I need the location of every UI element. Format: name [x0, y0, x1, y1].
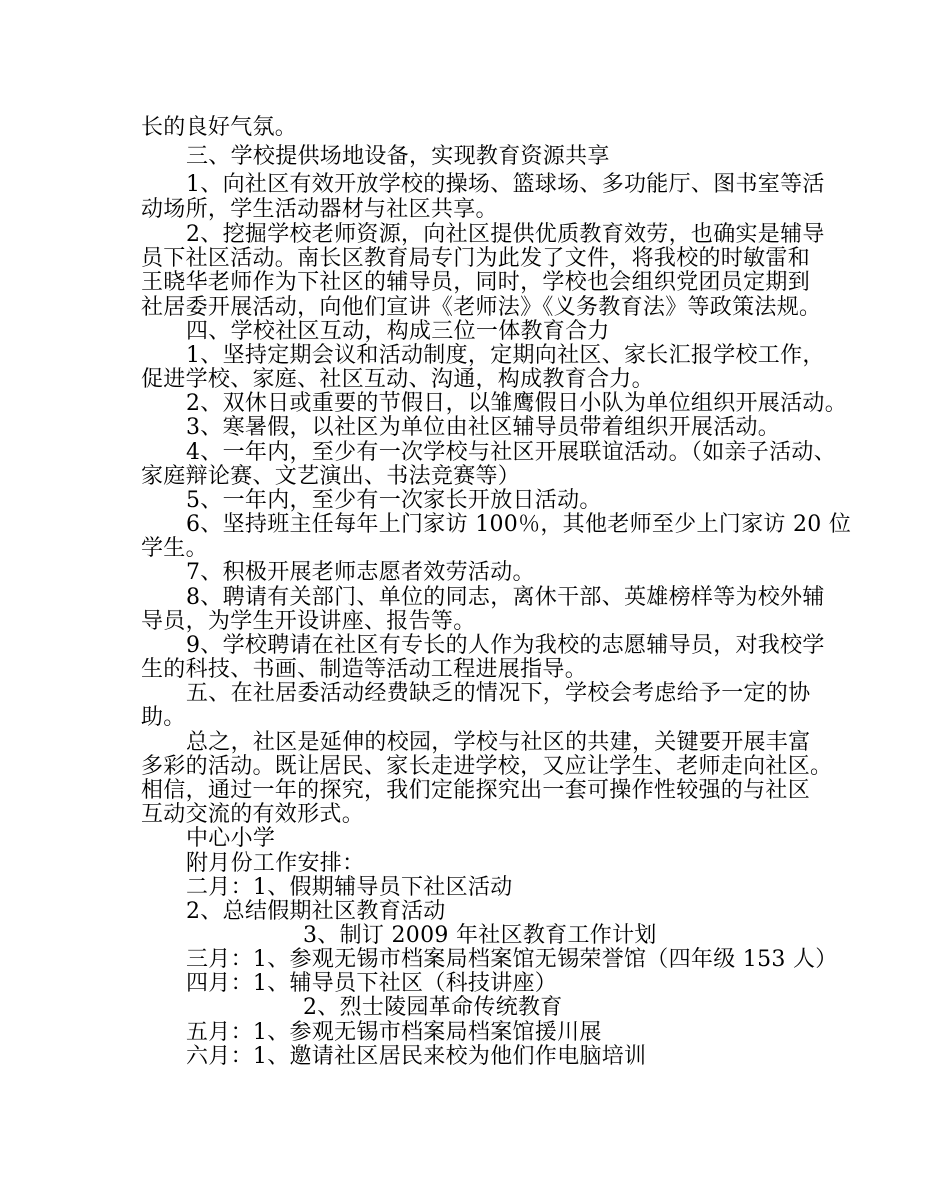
schedule-line: 2、总结假期社区教育活动: [186, 899, 446, 924]
text-line: 2、挖掘学校老师资源，向社区提供优质教育效劳，也确实是辅导: [186, 222, 825, 247]
schedule-line: 五月：1、参观无锡市档案局档案馆援川展: [186, 1020, 602, 1045]
text-line: 总之，社区是延伸的校园，学校与社区的共建，关键要开展丰富: [186, 730, 811, 755]
text-line: 社居委开展活动，向他们宣讲《老师法》《义务教育法》等政策法规。: [141, 295, 822, 320]
schedule-line: 二月：1、假期辅导员下社区活动: [186, 875, 513, 900]
text-line: 相信，通过一年的探究，我们定能探究出一套可操作性较强的与社区: [141, 778, 811, 803]
text-line: 长的良好气氛。: [141, 115, 298, 140]
text-line: 6、坚持班主任每年上门家访 100％，其他老师至少上门家访 20 位: [186, 512, 852, 537]
text-line: 员下社区活动。南长区教育局专门为此发了文件，将我校的时敏雷和: [141, 246, 811, 271]
text-line: 1、向社区有效开放学校的操场、篮球场、多功能厅、图书室等活: [186, 172, 825, 197]
text-line: 生的科技、书画、制造等活动工程进展指导。: [141, 657, 588, 682]
section-heading: 五、在社居委活动经费缺乏的情况下，学校会考虑给予一定的协: [186, 681, 811, 706]
text-line: 8、聘请有关部门、单位的同志，离休干部、英雄榜样等为校外辅: [186, 585, 825, 610]
text-line: 3、寒暑假，以社区为单位由社区辅导员带着组织开展活动。: [186, 415, 781, 440]
schedule-line: 3、制订 2009 年社区教育工作计划: [303, 923, 657, 948]
text-line: 促进学校、家庭、社区互动、沟通，构成教育合力。: [141, 367, 654, 392]
schedule-line: 六月：1、邀请社区居民来校为他们作电脑培训: [186, 1044, 647, 1069]
text-line: 7、积极开展老师志愿者效劳活动。: [186, 560, 535, 585]
text-line: 5、一年内，至少有一次家长开放日活动。: [186, 488, 602, 513]
section-heading: 三、学校提供场地设备，实现教育资源共享: [186, 144, 610, 169]
text-line: 动场所，学生活动器材与社区共享。: [141, 197, 498, 222]
text-line: 导员，为学生开设讲座、报告等。: [141, 609, 476, 634]
signature-line: 中心小学: [186, 826, 276, 851]
schedule-line: 2、烈士陵园革命传统教育: [303, 995, 563, 1020]
schedule-line: 三月：1、参观无锡市档案局档案馆无锡荣誉馆（四年级 153 人）: [186, 947, 838, 972]
text-line: 2、双休日或重要的节假日，以雏鹰假日小队为单位组织开展活动。: [186, 391, 847, 416]
appendix-heading: 附月份工作安排：: [186, 851, 365, 876]
text-line: 王晓华老师作为下社区的辅导员，同时，学校也会组织党团员定期到: [141, 270, 811, 295]
text-line: 互动交流的有效形式。: [141, 802, 365, 827]
text-line: 4、一年内，至少有一次学校与社区开展联谊活动。（如亲子活动、: [186, 440, 836, 465]
section-heading: 四、学校社区互动，构成三位一体教育合力: [186, 319, 610, 344]
text-line: 多彩的活动。既让居民、家长走进学校，又应让学生、老师走向社区。: [141, 754, 833, 779]
text-line: 助。: [141, 705, 186, 730]
text-line: 学生。: [141, 536, 208, 561]
schedule-line: 四月：1、辅导员下社区（科技讲座）: [186, 971, 558, 996]
text-line: 1、坚持定期会议和活动制度，定期向社区、家长汇报学校工作，: [186, 343, 825, 368]
text-line: 家庭辩论赛、文艺演出、书法竞赛等）: [141, 464, 521, 489]
text-line: 9、学校聘请在社区有专长的人作为我校的志愿辅导员，对我校学: [186, 633, 825, 658]
